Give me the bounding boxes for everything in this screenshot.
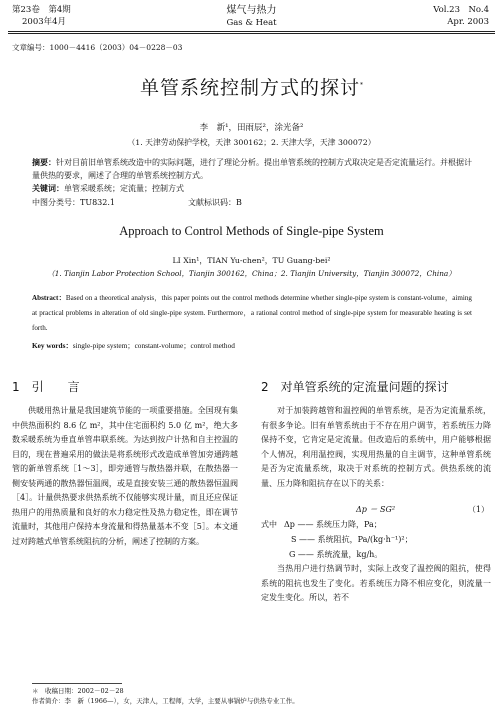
section2-heading: 2 对单管系统的定流量问题的探讨 xyxy=(261,380,449,394)
header-journal-en: Gas & Heat xyxy=(226,18,277,28)
abstract-cn xyxy=(32,156,474,182)
authors-en: LI Xin¹，TIAN Yu-chen²，TU Guang-bei² xyxy=(172,256,331,265)
title-en: Approach to Control Methods of Single-pipe System xyxy=(119,224,384,238)
abstract-cn-text: 针对目前旧单管系统改造中的实际问题，进行了理论分析。提出单管系统的控制方式取决定是否定流量运行。并根据计量供热的要求，阐述了合理的单管系统控制方式。 xyxy=(32,158,472,180)
header-volume-en: Vol.23 No.4 xyxy=(433,5,489,15)
authors-cn: 李 新¹，田雨辰²，涂光备² xyxy=(199,123,304,133)
section2-paragraph-2: 当热用户进行热调节时，实际上改变了温控阀的阻抗，使得系统的阻抗也发生了变化。若系统压力降不相应变化，则流量一定发生变化。所以，若不 xyxy=(261,564,491,602)
header-rule-top xyxy=(8,31,495,32)
variable-delta-p: Δp —— 系统压力降，Pa； xyxy=(284,520,382,529)
keywords-en-text: single-pipe system；constant-volume；control method xyxy=(72,341,235,350)
document-code-value: B xyxy=(236,198,242,207)
section2-body xyxy=(261,404,491,491)
variable-s: S —— 系统阻抗，Pa/(kg·h⁻¹)²； xyxy=(291,535,413,544)
keywords-cn-text: 单管采暖系统；定流量；控制方式 xyxy=(64,184,184,193)
keywords-cn-label: 关键词： xyxy=(32,183,64,193)
class-number-label: 中图分类号： xyxy=(32,198,80,207)
footnote-received: ＊ 收稿日期：2002－02－28 xyxy=(32,687,124,695)
header-rule-bottom xyxy=(8,33,495,34)
section2-body-continued xyxy=(261,562,491,606)
section1-paragraph: 供暖用热计量是我国建筑节能的一项重要措施。全国现有集中供热面积约 8.6 亿 m²，其中住宅面积约 5.0 亿 m²，绝大多数采暖系统为垂直单管串联系统。为达到按户计热和自主控温的目的，现在普遍采用的做法是将系统形式改造成单管加旁通跨越管的新单管系统［1～3］，即旁通管与散热器并联，在散热器一侧安装两通的散热器恒温阀，或是直接安装三通的散热器恒温阀［4］。计量供热要求供热系统不仅能够实现计量，而且还应保证热用户的用热质量和良好的水力稳定性及热力稳定性，即在调节流量时，其他用户保持本身流量和得热量基本不变［5］。本文通过对跨越式单管系统阻抗的分析，阐述了控制的方案。 xyxy=(12,406,238,546)
title-footnote-mark: * xyxy=(360,81,363,89)
header-date-cn: 2003年4月 xyxy=(22,17,67,27)
header-date-en: Apr. 2003 xyxy=(447,17,489,27)
keywords-cn xyxy=(32,183,184,194)
document-code xyxy=(188,197,242,208)
abstract-cn-label: 摘要： xyxy=(32,157,56,167)
class-number xyxy=(32,197,115,208)
footnote-author: 作者简介：李 新（1966—），女，天津人，工程师，大学，主要从事锅炉与供热专业工作。 xyxy=(32,697,299,705)
keywords-en xyxy=(32,338,472,353)
title-cn: 单管系统控制方式的探讨 xyxy=(139,77,360,99)
keywords-en-label: Key words： xyxy=(32,341,73,350)
where-label: 式中 xyxy=(261,520,277,529)
header-journal-cn: 煤气与热力 xyxy=(226,5,277,16)
article-number: 文章编号：1000－4416（2003）04－0228－03 xyxy=(12,43,183,52)
abstract-en xyxy=(32,291,472,336)
abstract-en-text: Based on a theoretical analysis，this paper points out the control methods determine whether single-pipe system is constant-volume，aiming at practical problems in alteration of old single-pipe system. Furthermore，a rational control method of single-pipe system for measurable heating is set forth. xyxy=(32,294,472,332)
section1-heading: 1 引 言 xyxy=(12,380,80,394)
class-number-value: TU832.1 xyxy=(80,198,115,207)
footnote-rule xyxy=(32,683,122,684)
title-cn-line xyxy=(0,73,503,100)
affiliation-en: （1. Tianjin Labor Protection School，Tianjin 300162，China；2. Tianjin University，Tianjin 300072，China） xyxy=(47,269,456,278)
variable-g: G —— 系统流量，kg/h。 xyxy=(289,550,383,559)
equation-1-number: （1） xyxy=(467,505,489,514)
document-code-label: 文献标识码： xyxy=(188,198,236,207)
header-volume-cn: 第23卷 第4期 xyxy=(12,5,71,15)
equation-1: Δp ＝ SG² xyxy=(356,505,396,514)
affiliation-cn: （1. 天津劳动保护学校，天津 300162；2. 天津大学，天津 300072） xyxy=(127,138,376,147)
section2-paragraph-1: 对于加装跨越管和温控阀的单管系统，是否为定流量系统，有很多争论。旧有单管系统由于不存在用户调节，若系统压力降保持不变，它肯定是定流量。但改造后的系统中，用户能够根据个人情况，利用温控阀，实现用热量的自主调节，这种单管系统是否为定流量系统，取决于对系统的控制方式。供热系统的流量、压力降和阻抗存在以下的关系： xyxy=(261,406,491,488)
abstract-en-label: Abstract： xyxy=(32,294,66,302)
section1-body xyxy=(12,404,238,549)
